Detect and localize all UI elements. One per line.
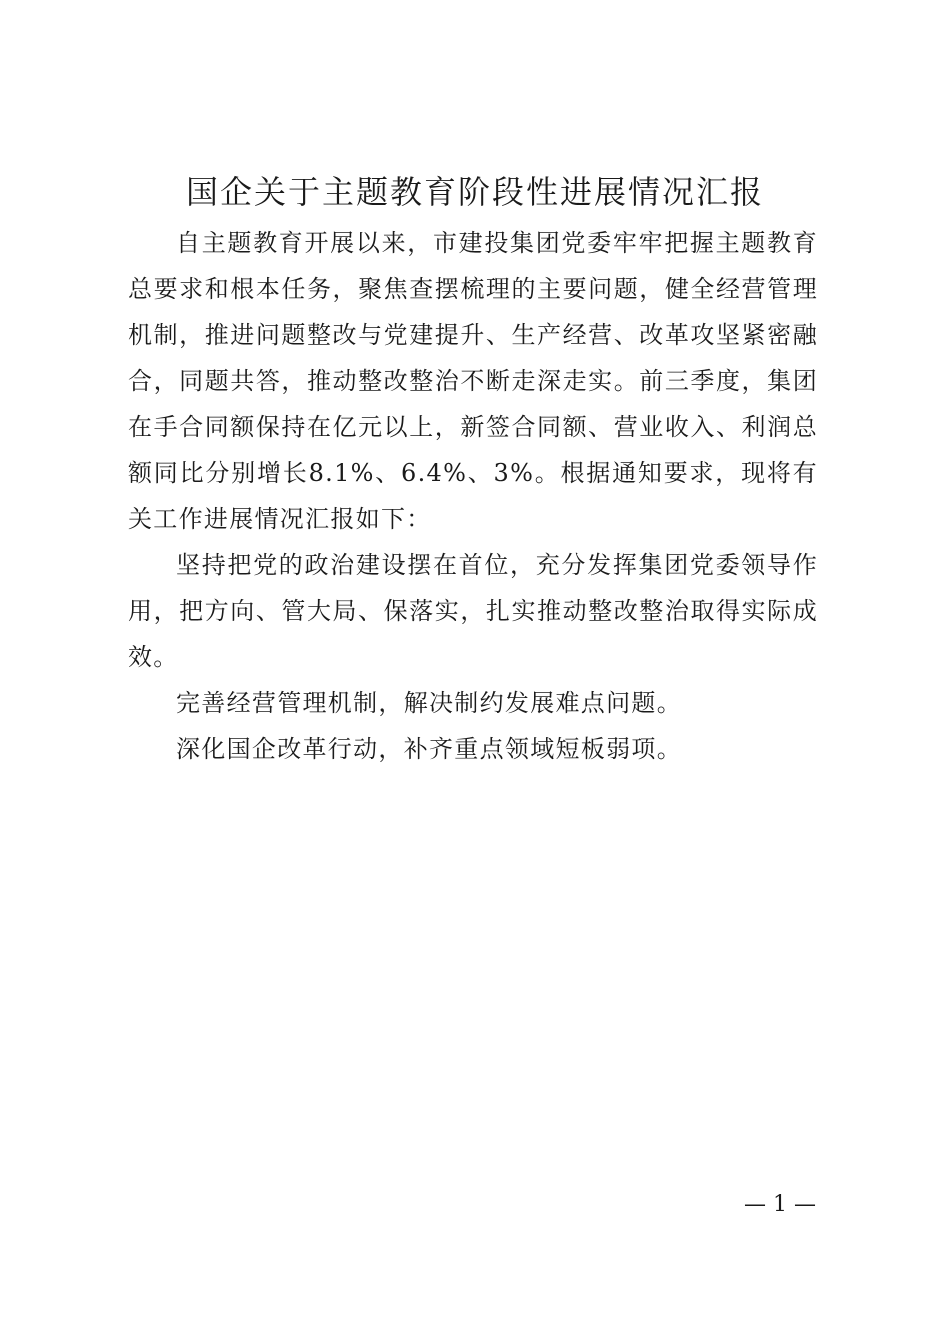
paragraph-political-building: 坚持把党的政治建设摆在首位，充分发挥集团党委领导作用，把方向、管大局、保落实，扎实推动整改整治取得实际成效。 — [128, 551, 818, 671]
paragraph-management-mechanism: 完善经营管理机制，解决制约发展难点问题。 — [176, 689, 682, 717]
paragraph-intro: 自主题教育开展以来，市建投集团党委牢牢把握主题教育总要求和根本任务，聚焦查摆梳理的主要问题，健全经营管理机制，推进问题整改与党建提升、生产经营、改革攻坚紧密融合，同题共答，推动整改整治不断走深走实。前三季度，集团在手合同额保持在亿元以上，新签合同额、营业收入、利润总额同比分别增长8.1%、6.4%、3%。根据通知要求，现将有关工作进展情况汇报如下： — [128, 229, 818, 533]
document-title: 国企关于主题教育阶段性进展情况汇报 — [185, 173, 764, 211]
document-body — [128, 220, 818, 772]
paragraph-reform-action: 深化国企改革行动，补齐重点领域短板弱项。 — [176, 735, 682, 763]
page-number: — 1 — — [744, 1192, 816, 1217]
